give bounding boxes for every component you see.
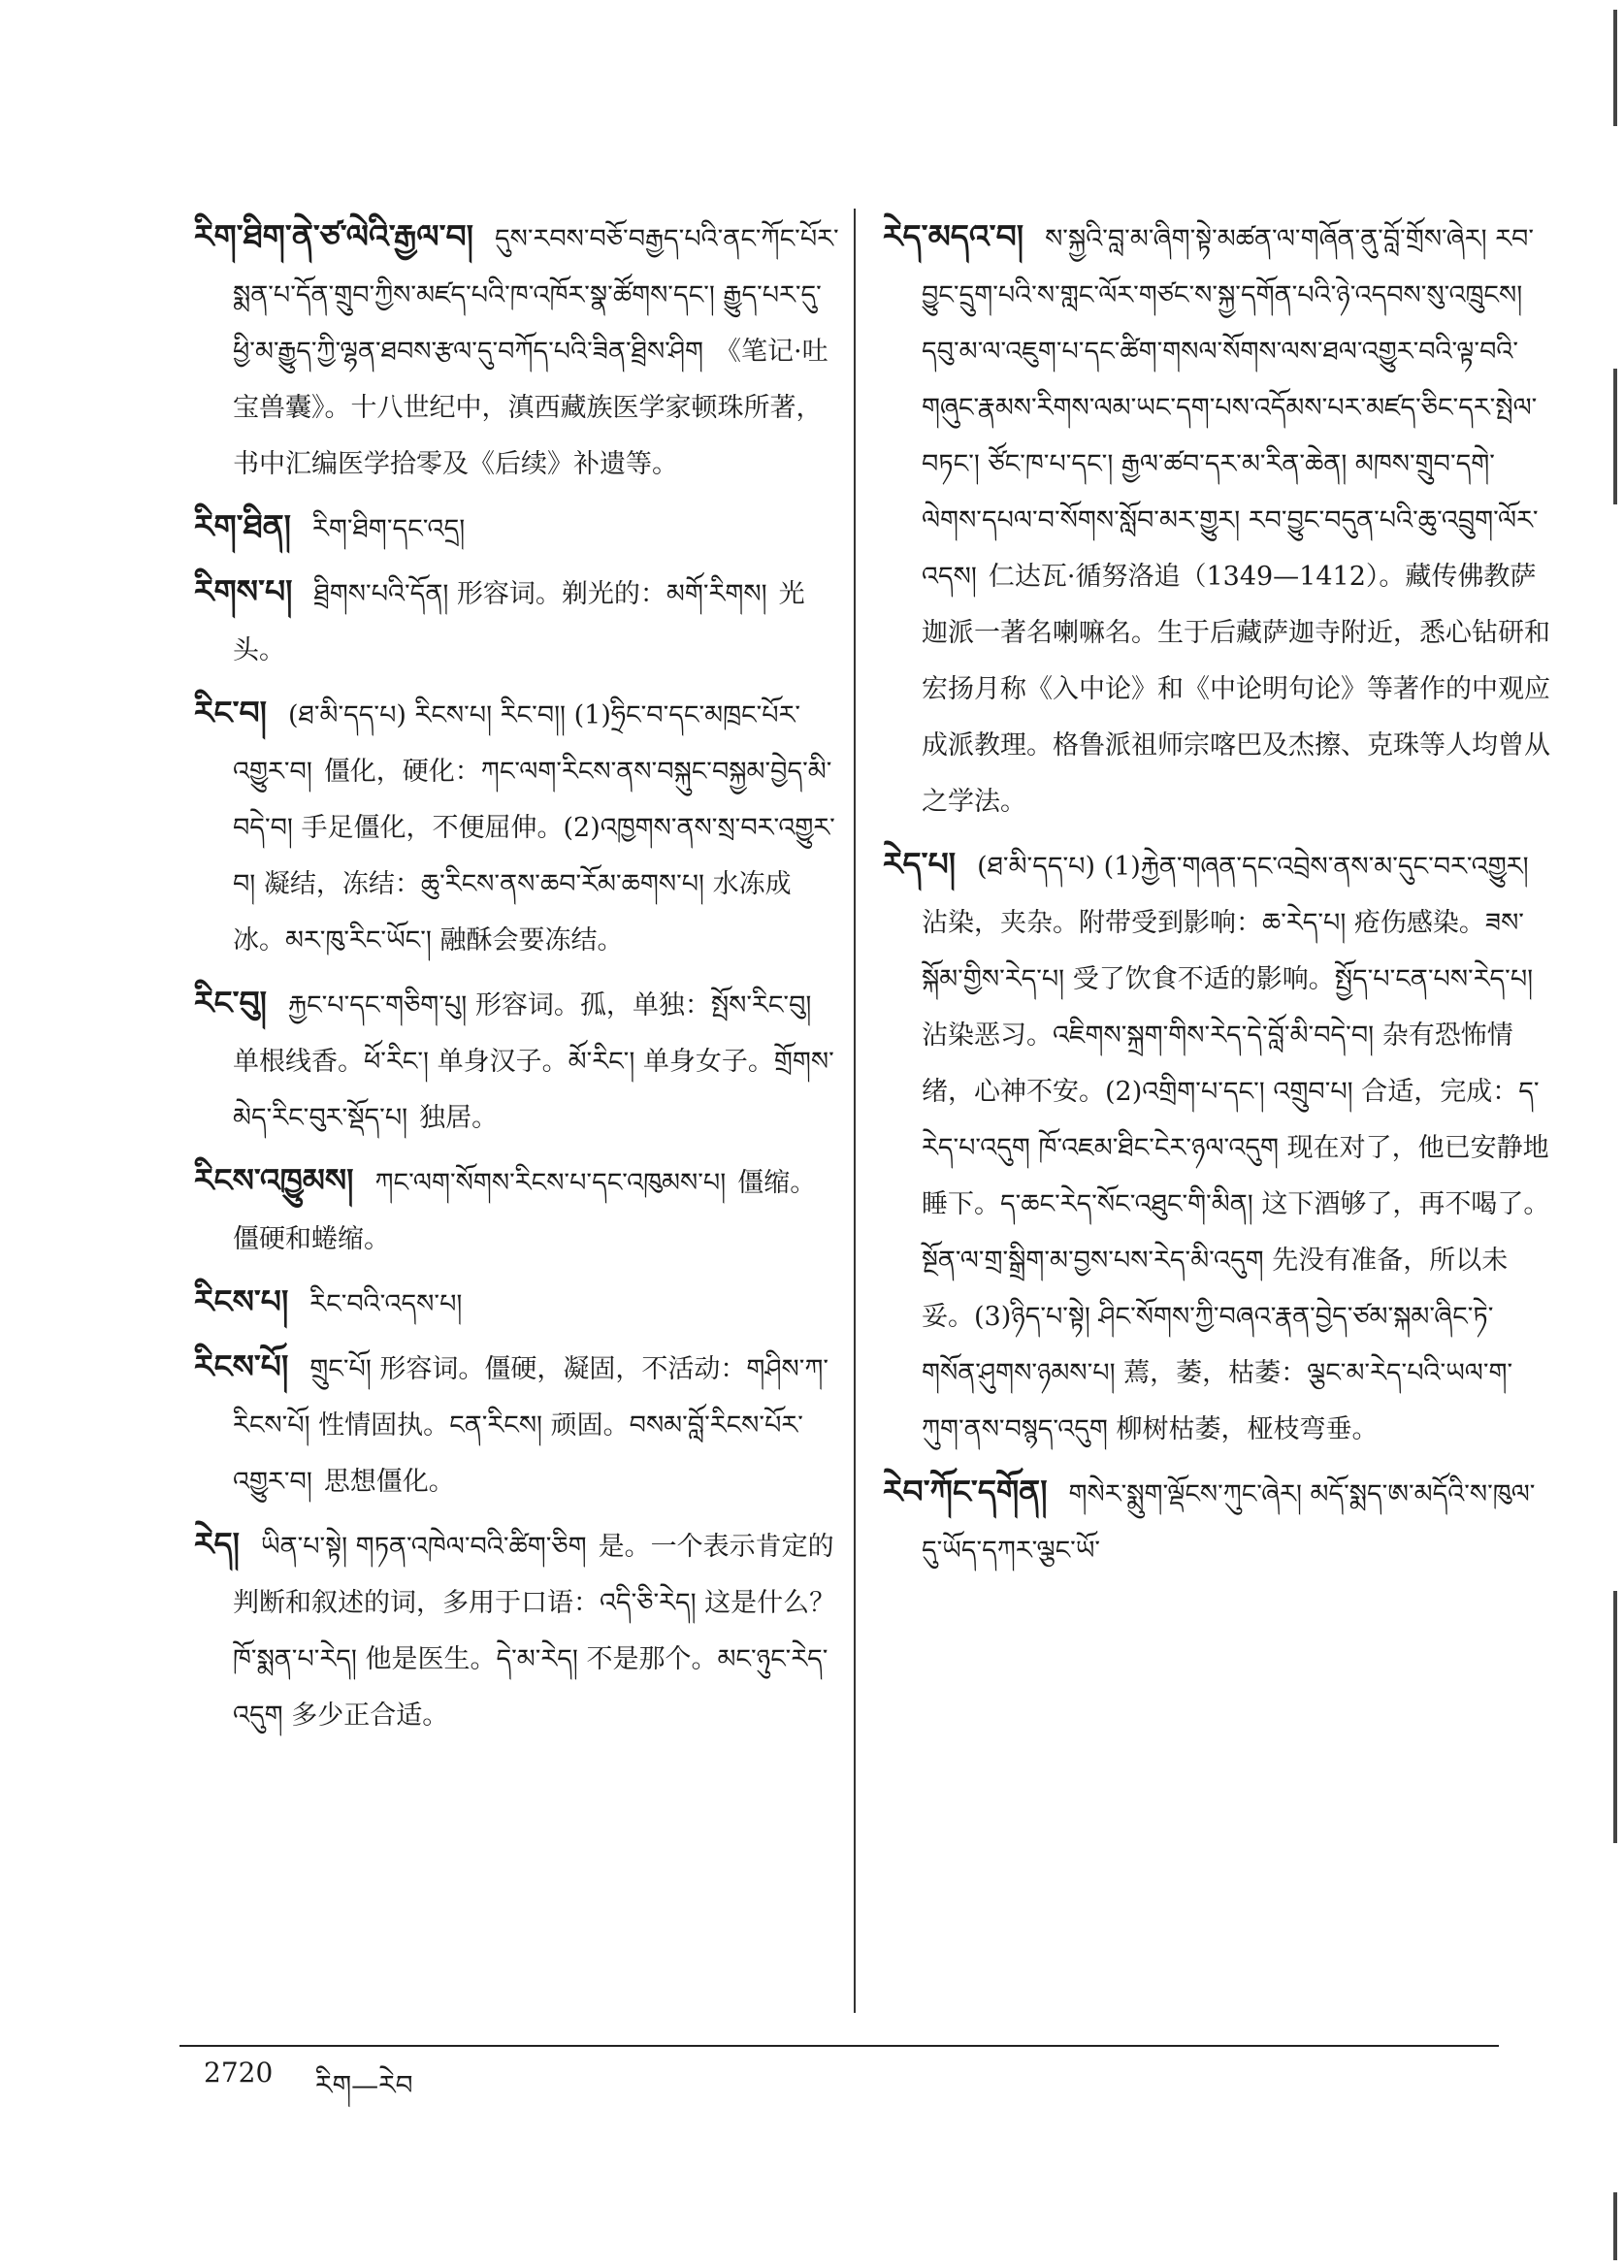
chinese-definition: 思想僵化。 [323,1467,455,1497]
dictionary-entry [194,564,839,679]
dictionary-entry [883,1464,1552,1579]
dictionary-entry [194,1274,839,1333]
headword: རིངས་པ། [194,1282,289,1320]
page-number: 2720 [204,2057,274,2089]
chinese-definition: 是。一个表示肯定的判断和叙述的词，多用于口语：འདི་ཅི་རེད། 这是什么？ཁོ་སྨན་པ་རེད། 他是医生。དེ་མ་རེད། 不是那个。མང་ཉུང་རེད་འདུག 多少正合适。 [233,1532,836,1731]
chinese-definition: 《笔记·吐宝兽囊》。十八世纪中，滇西藏族医学家顿珠所著，书中汇编医学拾零及《后续》补遗等。 [233,337,828,479]
column-divider [854,209,856,2013]
tibetan-definition: རིང་བའི་འདས་པ། [309,1289,463,1319]
dictionary-entry [194,1152,839,1268]
right-column [883,209,1552,1585]
dictionary-entry [883,836,1552,1458]
tibetan-definition: ཡིན་པ་སྟེ། གཏན་འཁེལ་བའི་ཚིག་ཅིག [261,1532,587,1562]
dictionary-entry [194,1516,839,1744]
headword: རིངས་པོ། [194,1347,289,1385]
dictionary-entry [194,975,839,1147]
headword: རིང་བ། [194,694,268,731]
dictionary-entry [194,685,839,969]
headword: རིངས་འཁྱུམས། [194,1161,354,1199]
left-column [194,209,839,1750]
dictionary-entry [194,1339,839,1510]
dictionary-entry [194,499,839,558]
tibetan-definition: རྐྱང་པ་དང་གཅིག་པུ། 形容词。孤，单独：སྤོས་རིང་བུ། 单根线香。ཕོ་རིང་། 单身汉子。མོ་རིང་། 单身女子。གྲོགས་མེད་རིང་བུར་སྡོད་པ། [233,990,834,1133]
tibetan-definition: ཀང་ལག་སོགས་རིངས་པ་དང་འཁུམས་པ། [374,1168,727,1198]
headword: རེད་པ། [883,845,957,883]
tibetan-definition: གྲུང་པོ། 形容词。僵硬，凝固，不活动：གཤིས་ཀ་རིངས་པོ། 性情固执。ངན་རིངས། 顽固。བསམ་བློ་རིངས་པོར་འགྱུར་བ། [233,1354,829,1497]
tibetan-definition: ས་སྐྱའི་བླ་མ་ཞིག་སྟེ་མཚན་ལ་གཞོན་ནུ་བློ་གྲོས་ཞེར། རབ་བྱུང་དྲུག་པའི་ས་གླང་ལོར་གཙང་ས་སྐྱ་དགོན་པའི་ཉེ་འདབས་སུ་འཁྲུངས། དབུ་མ་ལ་འཇུག་པ་དང་ཚིག་གསལ་སོགས་ལས་ཐལ་འགྱུར་བའི་ལྟ་བའི་གཞུང་རྣམས་རིགས་ལམ་ཡང་དག་པས་འདོམས་པར་མཛད་ཅིང་དར་སྤེལ་བཏང་། ཙོང་ཁ་པ་དང་། རྒྱལ་ཚབ་དར་མ་རིན་ཆེན། མཁས་གྲུབ་དགེ་ལེགས་དཔལ་བ་སོགས་སློབ་མར་གྱུར། རབ་བྱུང་བདུན་པའི་ཆུ་འབྲུག་ལོར་འདས། [922,224,1539,592]
running-head: རིག—རེབ [315,2069,413,2101]
chinese-definition: 独居。 [419,1103,499,1133]
tibetan-definition: དུས་རབས་བཅོ་བརྒྱད་པའི་ནང་ཀོང་པོར་སྨན་པ་དོན་གྲུབ་ཀྱིས་མཛད་པའི་ཁ་འཁོར་སྣ་ཚོགས་དང་། རྒྱུད་པར་དུ་ཕྱི་མ་རྒྱུད་ཀྱི་ལྷན་ཐབས་རྩལ་དུ་བཀོད་པའི་ཟིན་ཐྲིས་ཤིག [233,224,839,367]
tibetan-definition: ཐྲིགས་པའི་དོན། 形容词。剃光的：མགོ་རིགས། [313,579,767,609]
dictionary-entry [194,209,839,493]
headword: རེད་མདའ་བ། [883,217,1024,255]
tibetan-definition: (ཐ་མི་དད་པ) རིངས་པ། རིང་བ།། (1)ཧྲིང་བ་དང་མཁྲང་པོར་འགྱུར་བ། [233,700,801,787]
chinese-definition: 僵化，硬化：ཀང་ལག་རིངས་ནས་བསྐུང་བསྐྱམ་བྱེད་མི་བདེ་བ། 手足僵化，不便屈伸。(2)འཁྱགས་ནས་སྲ་བར་འགྱུར་བ། 凝结，冻结：ཆུ་རིངས་ནས་ཆབ་རོམ་ཆགས་པ། 水冻成冰。མར་ཁུ་རིང་ཡོང་། 融酥会要冻结。 [233,757,835,956]
footer-rule [179,2045,1499,2047]
tibetan-definition: (ཐ་མི་དད་པ) (1)རྐྱེན་གཞན་དང་འབྲེས་ནས་མ་དུང་བར་འགྱུར། [977,852,1529,882]
headword: རེབ་ཀོང་དགོན། [883,1473,1048,1510]
headword: རིག་ཐིག་ནེ་ཙ་ལེའི་རྒྱལ་བ། [194,217,473,255]
dictionary-entry [883,209,1552,830]
chinese-definition: 光头。 [233,579,805,665]
scan-edge-marks [1607,0,1624,2268]
chinese-definition: 僵缩。僵硬和蜷缩。 [233,1168,817,1254]
tibetan-definition: གསེར་སྨུག་ལྡོངས་ཀུང་ཞེར། མདོ་སྨད་ཨ་མདོའི་ས་ཁུལ་དུ་ཡོད་དཀར་ལྕང་ཡོ་ [922,1479,1536,1566]
tibetan-definition: རིག་ཐིག་དང་འདྲ། [312,514,466,544]
headword: རེད། [194,1525,240,1563]
headword: རིང་བུ། [194,984,268,1021]
headword: རིགས་པ། [194,572,293,610]
chinese-definition: 仁达瓦·循努洛追（1349—1412）。藏传佛教萨迦派一著名喇嘛名。生于后藏萨迦寺附近，悉心钻研和宏扬月称《入中论》和《中论明句论》等著作的中观应成派教理。格鲁派祖师宗喀巴及杰擦、克珠等人均曾从之学法。 [922,562,1550,817]
chinese-definition: 沾染，夹杂。附带受到影响：ཆ་རེད་པ། 疮伤感染。ཟས་སྐོམ་གྱིས་རེད་པ། 受了饮食不适的影响。སྤྱོད་པ་ངན་པས་རེད་པ། 沾染恶习。འཇིགས་སྐྲག་གིས་རེད་དེ་བློ་མི་བདེ་བ། 杂有恐怖情绪，心神不安。(2)འགྲིག་པ་དང་། འགྲུབ་པ། 合适，完成：ད་རེད་པ་འདུག ཁོ་འཇམ་ཐིང་ངེར་ཉལ་འདུག 现在对了，他已安静地睡下。ད་ཆང་རེད་སོང་འཐུང་གི་མིན། 这下酒够了，再不喝了。སྔོན་ལ་གྲ་སྒྲིག་མ་བྱས་པས་རེད་མི་འདུག 先没有准备，所以未妥。(3)ཉིད་པ་སྟེ། ཤིང་སོགས་ཀྱི་བཞའ་རྣན་བྱེད་ཙམ་སྐམ་ཞིང་ཏེ་གསོན་ཤུགས་ཉམས་པ། 蔫，萎，枯萎：ལྕང་མ་རེད་པའི་ཡལ་ག་ཀུག་ནས་བསྙད་འདུག 柳树枯萎，桠枝弯垂。 [922,908,1550,1444]
headword: རིག་ཐིན། [194,507,291,545]
